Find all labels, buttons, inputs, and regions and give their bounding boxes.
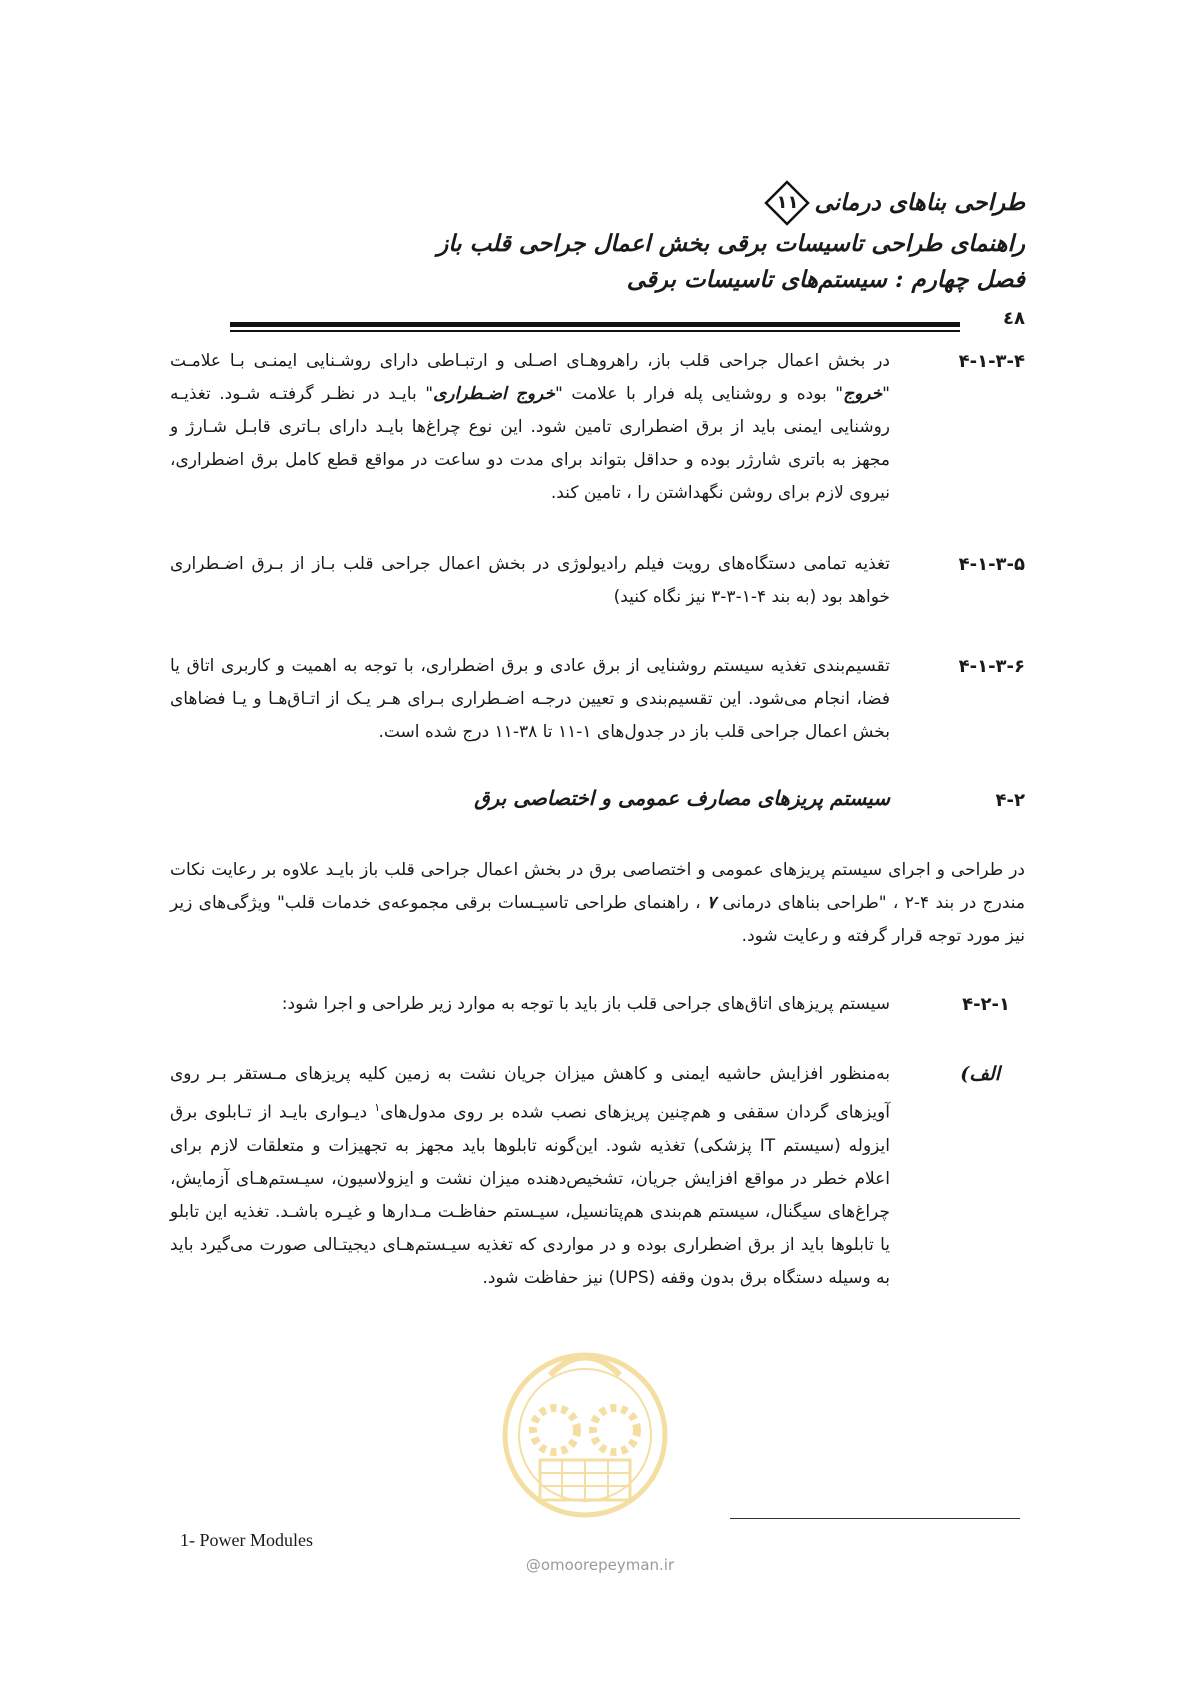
section-title: سیستم پریزهای مصارف عمومی و اختصاصی برق bbox=[474, 786, 890, 810]
clause-text-part: " بایـد در نظـر گرفتـه شـود. تغذیـه روشنایی ایمنی باید از برق اضطراری تامین شود. این نوع چراغ‌ها بایـد دارای بـاتری قابـل شـارژ و مجهز به باتری شارژر بوده و حداقل بتواند برای مدت دو ساعت در مواقع قطع کامل برق اضطراری، نیروی لازم برای روشن نگهداشتن را ، تامین کند. bbox=[170, 384, 890, 503]
footnote-rule bbox=[730, 1518, 1020, 1519]
clause-text: سیستم پریزهای اتاق‌های جراحی قلب باز باید با توجه به موارد زیر طراحی و اجرا شود: bbox=[281, 994, 890, 1014]
series-title: طراحی بناهای درمانی bbox=[814, 189, 1025, 216]
volume-number: ۱۱ bbox=[776, 192, 799, 213]
section-number: ۴-۲ bbox=[995, 790, 1025, 811]
header-rule-thin bbox=[230, 330, 960, 332]
intro-text-part: در طراحی و اجرای سیستم پریزهای عمومی و اختصاصی برق در بخش اعمال جراحی قلب باز بایـد علاوه بر رعایت نکات مندرج در بند ۴-۲ ، "طراحی بناهای درمانی bbox=[170, 860, 1025, 913]
page-number: ٤٨ bbox=[1003, 308, 1025, 329]
clause-text bbox=[170, 345, 890, 510]
footnote-marker: ۱ bbox=[374, 1101, 381, 1114]
clause-text: تغذیه تمامی دستگاه‌های رویت فیلم رادیولوژی در بخش اعمال جراحی قلب بـاز از بـرق اضـطراری خواهد بود (به بند ۴-۱-۳-۳ نیز نگاه کنید) bbox=[170, 554, 890, 607]
emphasis-exit: خروج bbox=[843, 384, 883, 404]
clause-number: ۴-۱-۳-۴ bbox=[958, 351, 1025, 372]
item-text-part: دیـواری بایـد از تـابلوی برق ایزوله (سیستم IT پزشکی) تغذیه شود. این‌گونه تابلوها باید مجهز به تجهیزات و متعلقات لازم برای اعلام خطر در مواقع افزایش جریان، تشخیص‌دهنده میزان نشت و ایزولاسیون، سیـستم‌هـای آزمایش، چراغ‌های سیگنال، سیستم هم‌بندی هم‌پتانسیل، سیـستم حفاظـت مـدارها و غیـره باشـد. تغذیه این تابلو یا تابلوها باید از برق اضطراری بوده و در مواردی که تغذیه سیـستم‌هـای دیجیتـالی صورت می‌گیرد باید به وسیله دستگاه برق بدون وقفه (UPS) نیز حفاظت شود. bbox=[170, 1102, 890, 1288]
watermark-site: @omoorepeyman.ir bbox=[525, 1556, 675, 1574]
header-line-3: فصل چهارم : سیستم‌های تاسیسات برقی bbox=[626, 266, 1025, 293]
watermark-site-text: omoorepeyman.ir bbox=[540, 1556, 675, 1574]
intro-text-part: ، راهنمای طراحی تاسیـسات برقی مجموعه‌ی خدمات قلب" ویژگی‌های زیر نیز مورد توجه قرار گرفته و رعایت شود. bbox=[170, 893, 1025, 946]
section-intro bbox=[170, 854, 1025, 953]
volume-badge bbox=[764, 180, 810, 226]
list-item-text bbox=[170, 1058, 890, 1295]
emphasis-volume: ۷ bbox=[706, 893, 717, 913]
item-text-part: به‌منظور افزایش حاشیه ایمنی و کاهش میزان جریان نشت به زمین کلیه پریزهای مـستقر بـر روی آویزهای گردان سقفی و هم‌چنین پریزهای نصب شده بر روی مدول‌های bbox=[170, 1064, 890, 1123]
watermark-logo-icon bbox=[495, 1330, 675, 1530]
clause-text-part: در بخش اعمال جراحی قلب باز، راهروهـای اصـلی و ارتبـاطی دارای روشـنایی ایمنـی بـا علامـت " bbox=[170, 351, 890, 404]
emphasis-emergency-exit: خروج اضـطراری bbox=[433, 384, 555, 404]
clause-number: ۴-۲-۱ bbox=[962, 994, 1010, 1015]
list-item-label: الف) bbox=[960, 1063, 1000, 1085]
footnote: 1- Power Modules bbox=[180, 1530, 313, 1550]
clause-number: ۴-۱-۳-۵ bbox=[958, 554, 1025, 575]
header-line-2: راهنمای طراحی تاسیسات برقی بخش اعمال جراحی قلب باز bbox=[437, 230, 1025, 257]
clause-text-part: " بوده و روشنایی پله فرار با علامت " bbox=[554, 384, 844, 404]
header-line-1 bbox=[405, 180, 1025, 226]
clause-number: ۴-۱-۳-۶ bbox=[958, 656, 1025, 677]
clause-text: تقسیم‌بندی تغذیه سیستم روشنایی از برق عادی و برق اضطراری، با توجه به اهمیت و کاربری اتاق یا فضا، انجام می‌شود. این تقسیم‌بندی و تعیین درجـه اضـطراری بـرای هـر یـک از اتـاق‌هـا و یـا فضاهای بخش اعمال جراحی قلب باز در جدول‌های ۱-۱۱ تا ۳۸-۱۱ درج شده است. bbox=[170, 656, 890, 742]
header-rule-thick bbox=[230, 322, 960, 327]
page-header bbox=[405, 180, 1025, 298]
